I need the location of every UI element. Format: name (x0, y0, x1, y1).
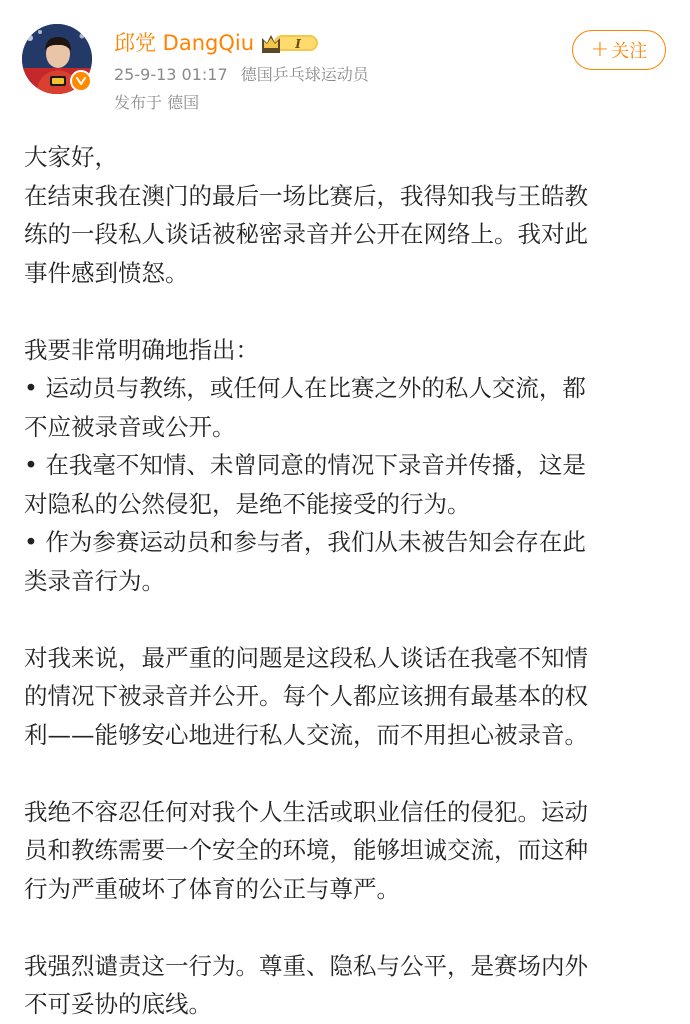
author-bio: 德国乒乓球运动员 (240, 65, 369, 84)
content-line: • 在我毫不知情、未曾同意的情况下录音并传播，这是 (24, 451, 586, 479)
content-line: 事件感到愤怒。 (24, 258, 189, 287)
paragraph-gap (24, 908, 670, 947)
follow-label: 关注 (611, 41, 648, 62)
content-line: 类录音行为。 (24, 566, 165, 595)
content-line: 在结束我在澳门的最后一场比赛后，我得知我与王皓教 (24, 181, 588, 210)
content-line: 对隐私的公然侵犯，是绝不能接受的行为。 (24, 489, 471, 518)
paragraph-gap (24, 292, 670, 331)
verified-badge-icon (70, 70, 92, 92)
post-header (0, 0, 690, 120)
content-line: 我强烈谴责这一行为。尊重、隐私与公平，是赛场内外 (24, 951, 588, 980)
plus-icon: + (590, 37, 610, 62)
author-name[interactable]: 邱党 DangQiu (114, 31, 255, 55)
content-line: • 作为参赛运动员和参与者，我们从未被告知会存在此 (24, 528, 586, 556)
author-name-row (114, 28, 320, 58)
content-line: 员和教练需要一个安全的环境，能够坦诚交流，而这种 (24, 836, 588, 864)
content-line: 利——能够安心地进行私人交流，而不用担心被录音。 (24, 720, 588, 749)
post-location: 发布于 德国 (114, 93, 200, 112)
content-line: 我绝不容忍任何对我个人生活或职业信任的侵犯。运动 (24, 797, 588, 826)
post-content (24, 138, 670, 1024)
content-line: 不应被录音或公开。 (24, 412, 236, 441)
post-time: 25-9-13 01:17 (114, 65, 228, 84)
content-line: 行为严重破坏了体育的公正与尊严。 (24, 874, 400, 903)
content-line: • 运动员与教练，或任何人在比赛之外的私人交流，都 (24, 374, 586, 402)
content-line: 不可妥协的底线。 (24, 990, 212, 1018)
post-meta (114, 64, 369, 86)
content-line: 练的一段私人谈话被秘密录音并公开在网络上。我对此 (24, 220, 588, 248)
content-line: 的情况下被录音并公开。每个人都应该拥有最基本的权 (24, 682, 588, 710)
vip-level: I (295, 37, 301, 51)
content-line: 对我来说，最严重的问题是这段私人谈话在我毫不知情 (24, 643, 588, 672)
follow-button[interactable] (572, 30, 666, 70)
paragraph-gap (24, 600, 670, 639)
vip-badge[interactable] (260, 31, 320, 55)
paragraph-gap (24, 754, 670, 793)
content-line: 大家好， (24, 143, 118, 171)
content-line: 我要非常明确地指出： (24, 335, 259, 364)
